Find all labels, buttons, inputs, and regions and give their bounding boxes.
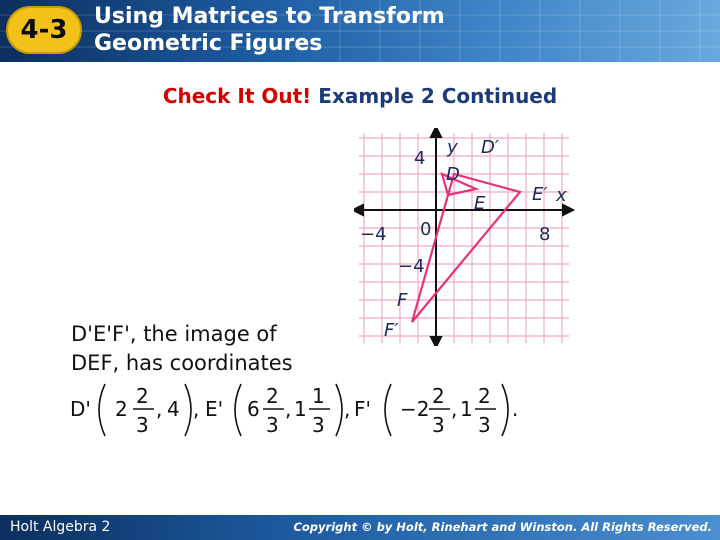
subtitle-rest: Example 2 Continued: [311, 84, 558, 108]
header-bar: [0, 0, 720, 62]
f-y-whole: 1: [460, 397, 473, 421]
sep-2: ,: [344, 397, 351, 421]
d-x-numerator: 2: [136, 384, 149, 408]
description-line-1: D'E'F', the image of: [71, 322, 277, 346]
label-x-axis: x: [556, 185, 567, 206]
e-x-denominator: 3: [266, 413, 279, 437]
e-prime-label: E': [205, 397, 224, 421]
e-right-paren: [336, 384, 342, 436]
e-left-paren: [235, 384, 241, 436]
label-e: E: [474, 193, 486, 214]
d-right-paren: [185, 384, 191, 436]
label-d: D: [446, 164, 460, 185]
f-x-whole: −2: [400, 397, 430, 421]
sep-1: ,: [193, 397, 200, 421]
d-y: 4: [167, 397, 180, 421]
label-f: F: [397, 290, 408, 311]
f-y-numerator: 2: [478, 384, 491, 408]
lesson-title: [94, 3, 445, 57]
label-y-tick-4: 4: [414, 148, 426, 169]
lesson-badge: 4-3: [6, 6, 82, 54]
label-f-prime: F′: [384, 320, 399, 341]
f-right-paren: [502, 384, 508, 436]
d-comma: ,: [156, 397, 163, 421]
label-origin: 0: [420, 219, 432, 240]
e-y-numerator: 1: [312, 384, 325, 408]
title-line-1: Using Matrices to Transform: [94, 4, 445, 29]
footer-bar: [0, 515, 720, 540]
slide-subtitle: [0, 84, 720, 108]
label-x-tick-8: 8: [539, 224, 551, 245]
label-d-prime: D′: [481, 137, 499, 158]
f-prime-label: F': [354, 397, 372, 421]
f-x-denominator: 3: [432, 413, 445, 437]
e-y-denominator: 3: [312, 413, 325, 437]
subtitle-lead: Check It Out!: [162, 84, 312, 108]
label-y-axis: y: [447, 137, 458, 158]
coordinates-formula: [60, 378, 540, 442]
f-comma: ,: [451, 397, 458, 421]
label-y-tick-neg4: −4: [398, 256, 425, 277]
d-prime-label: D': [70, 397, 91, 421]
label-x-tick-neg4: −4: [360, 224, 387, 245]
coordinate-graph: [354, 128, 580, 346]
f-left-paren: [385, 384, 391, 436]
e-x-numerator: 2: [266, 384, 279, 408]
title-line-2: Geometric Figures: [94, 31, 323, 56]
description-line-2: DEF, has coordinates: [71, 351, 293, 375]
f-y-denominator: 3: [478, 413, 491, 437]
footer-copyright: Copyright © by Holt, Rinehart and Winston. All Rights Reserved.: [293, 520, 712, 534]
e-comma: ,: [285, 397, 292, 421]
f-x-numerator: 2: [432, 384, 445, 408]
d-x-whole: 2: [115, 397, 128, 421]
d-left-paren: [99, 384, 105, 436]
d-x-denominator: 3: [136, 413, 149, 437]
e-x-whole: 6: [247, 397, 260, 421]
formula-period: .: [512, 397, 519, 421]
footer-book-title: Holt Algebra 2: [10, 519, 111, 535]
label-e-prime: E′: [532, 184, 548, 205]
e-y-whole: 1: [294, 397, 307, 421]
